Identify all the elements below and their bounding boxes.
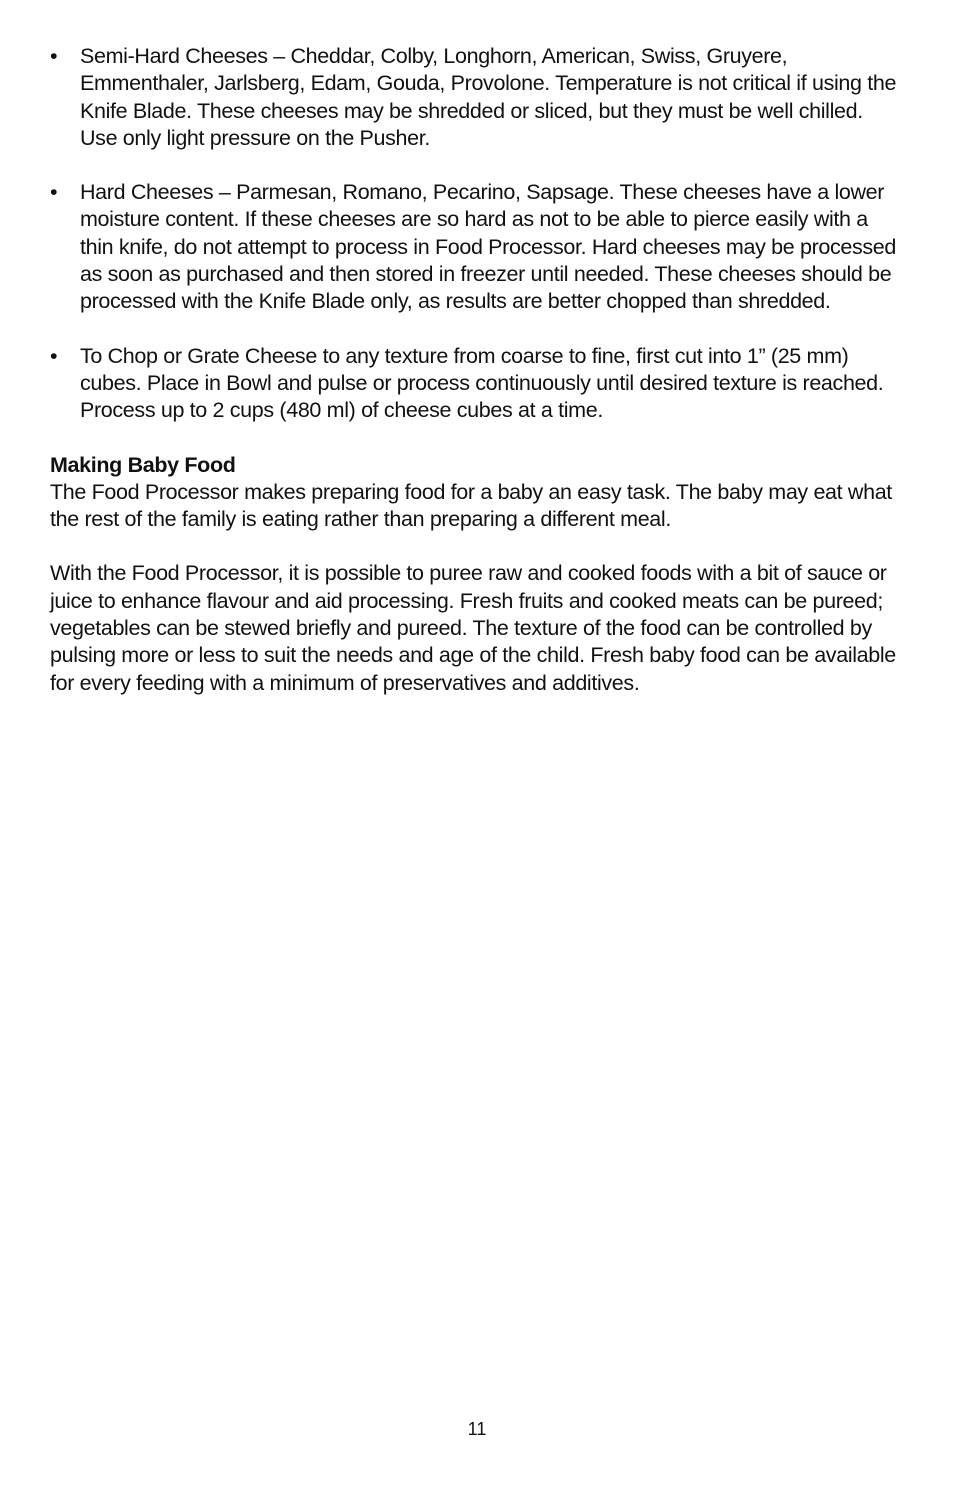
baby-food-section bbox=[50, 452, 902, 697]
baby-food-paragraph-1: The Food Processor makes preparing food for a baby an easy task. The baby may eat what the rest of the family is eating rather than preparing a different meal. bbox=[50, 479, 892, 532]
bullet-marker: • bbox=[50, 343, 58, 368]
bullet-marker: • bbox=[50, 44, 58, 68]
list-item-text: Semi-Hard Cheeses – Cheddar, Colby, Longhorn, American, Swiss, Gruyere, Emmenthaler, Jarlsberg, Edam, Gouda, Provolone. Temperature is not critical if using the Knife Blade. These cheeses may be shredded or sliced, but they must be well chilled. Use only light pressure on the Pusher. bbox=[80, 44, 897, 150]
page-number: 11 bbox=[467, 1419, 487, 1439]
cheese-bullet-list bbox=[50, 43, 902, 425]
list-item-hard-cheeses bbox=[50, 179, 902, 315]
baby-food-paragraph-2: With the Food Processor, it is possible to puree raw and cooked foods with a bit of sauce or juice to enhance flavour and aid processing. Fresh fruits and cooked meats can be pureed; vegetables can be stewed briefly and pureed. The texture of the food can be controlled by pulsing more or less to suit the needs and age of the child. Fresh baby food can be available for every feeding with a minimum of preservatives and additives. bbox=[50, 561, 896, 695]
list-item-text: To Chop or Grate Cheese to any texture from coarse to fine, first cut into 1” (25 mm) cubes. Place in Bowl and pulse or process continuously until desired texture is reached. Process up to 2 cups (480 ml) of cheese cubes at a time. bbox=[80, 343, 884, 423]
list-item-text: Hard Cheeses – Parmesan, Romano, Pecarino, Sapsage. These cheeses have a lower moisture content. If these cheeses are so hard as not to be able to pierce easily with a thin knife, do not attempt to process in Food Processor. Hard cheeses may be processed as soon as purchased and then stored in freezer until needed. These cheeses should be processed with the Knife Blade only, as results are better chopped than shredded. bbox=[80, 180, 897, 314]
document-page bbox=[50, 43, 902, 724]
list-item-semi-hard-cheeses bbox=[50, 43, 902, 152]
bullet-marker: • bbox=[50, 180, 58, 205]
list-item-chop-grate-cheese bbox=[50, 343, 902, 425]
section-heading: Making Baby Food bbox=[50, 452, 236, 477]
